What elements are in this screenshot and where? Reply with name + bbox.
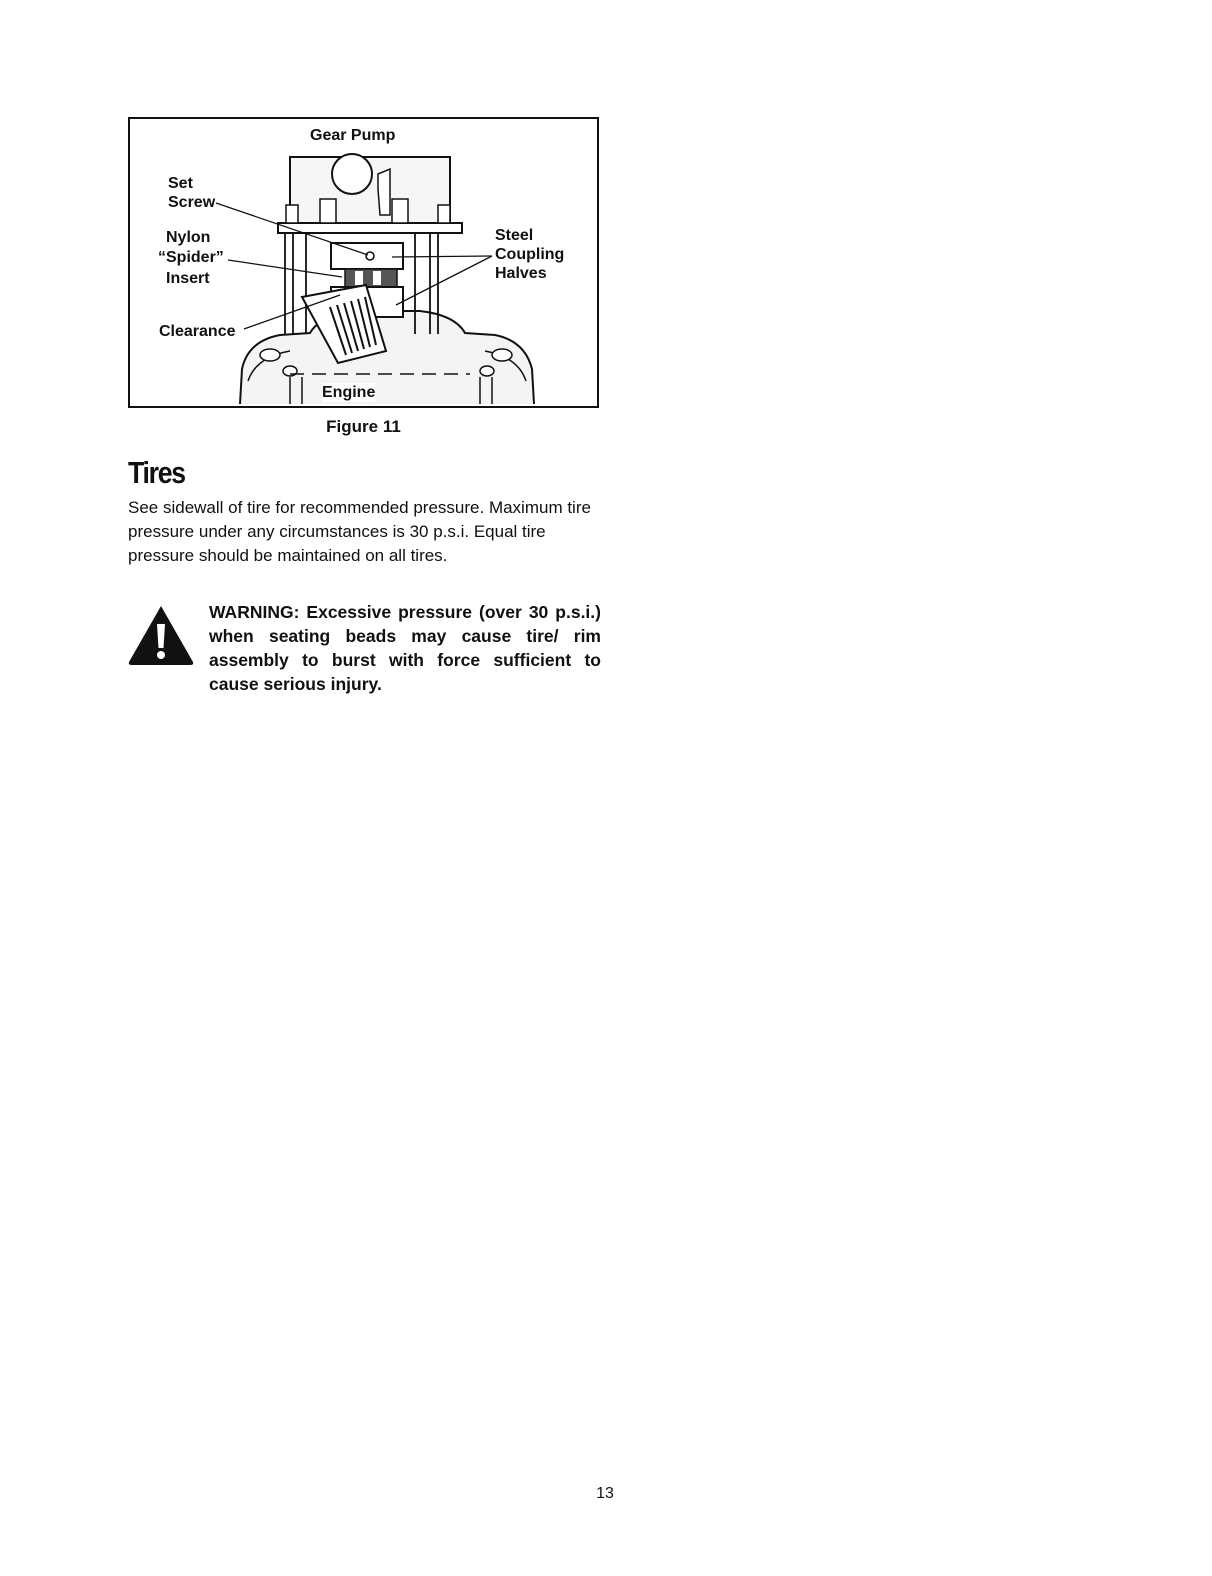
label-engine: Engine bbox=[322, 384, 376, 401]
label-coupling: Coupling bbox=[495, 246, 565, 263]
figure-caption: Figure 11 bbox=[326, 417, 401, 436]
warning-triangle-icon bbox=[127, 604, 195, 666]
label-steel: Steel bbox=[495, 227, 534, 244]
label-nylon: Nylon bbox=[166, 229, 211, 246]
section-heading: Tires bbox=[128, 455, 185, 490]
label-set: Set bbox=[168, 175, 193, 192]
figure-11-diagram bbox=[128, 117, 599, 408]
page-number: 13 bbox=[596, 1485, 614, 1502]
label-halves: Halves bbox=[495, 265, 547, 282]
label-screw: Screw bbox=[168, 194, 216, 211]
label-gear-pump: Gear Pump bbox=[310, 127, 396, 144]
label-clearance: Clearance bbox=[159, 323, 236, 340]
label-spider: “Spider” bbox=[158, 249, 224, 266]
label-insert: Insert bbox=[166, 270, 210, 287]
section-paragraph: See sidewall of tire for recommended pressure. Maximum tire pressure under any circumstances is 30 p.s.i. Equal tire pressure should be maintained on all tires. bbox=[128, 498, 591, 565]
warning-text: WARNING: Excessive pressure (over 30 p.s.i.) when seating beads may cause tire/ rim assembly to burst with force sufficient to cause serious injury. bbox=[209, 602, 601, 694]
